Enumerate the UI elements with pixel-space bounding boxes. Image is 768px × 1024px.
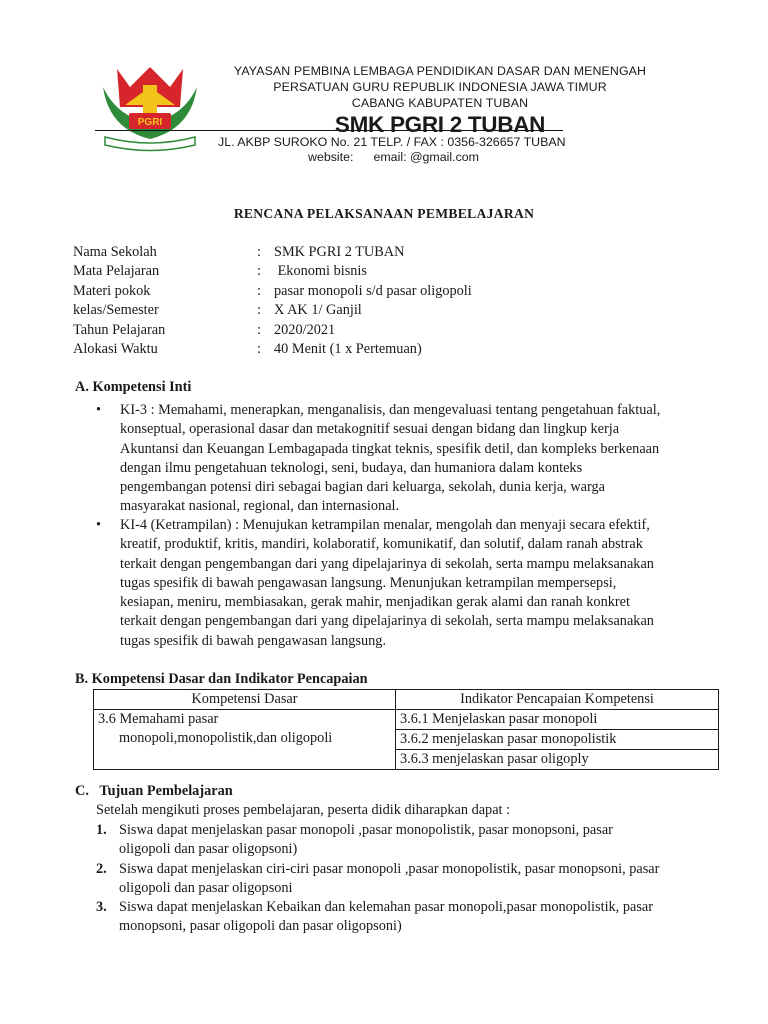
list-number: 1. (96, 822, 107, 838)
identity-value: SMK PGRI 2 TUBAN (274, 244, 405, 260)
ki3-text: KI-3 : Memahami, menerapkan, menganalisis, dan mengevaluasi tentang pengetahuan faktual, konseptual, operasional dasar dan metakognitif sesuai dengan bidang dan lingkup kerja Akuntansi dan Keuangan Lembagapada tingkat teknis, spesifik detil, dan kompleks berkenaan dengan ilmu pengetahuan teknologi, seni, budaya, dan humaniora dalam konteks pengembangan potensi diri sebagai bagian dari keluarga, sekolah, dunia kerja, warga masyarakat nasional, regional, dan internasional. (120, 402, 661, 515)
kd-line-1: 3.6 Memahami pasar (98, 711, 219, 727)
logo-text: PGRI (137, 117, 163, 128)
section-b-heading: B. Kompetensi Dasar dan Indikator Pencapaian (75, 671, 368, 687)
school-name: SMK PGRI 2 TUBAN (334, 112, 546, 137)
identity-label: Alokasi Waktu (73, 340, 158, 357)
section-c-heading: C. Tujuan Pembelajaran (75, 783, 233, 799)
indicator-item: 3.6.3 menjelaskan pasar oligoply (400, 751, 589, 767)
table-header-row (94, 690, 719, 710)
indicator-item: 3.6.1 Menjelaskan pasar monopoli (396, 710, 718, 730)
section-c-intro: Setelah mengikuti proses pembelajaran, peserta didik diharapkan dapat : (96, 802, 511, 818)
identity-value: Ekonomi bisnis (274, 263, 367, 280)
website-label: website: (308, 150, 354, 164)
indicator-item: 3.6.2 menjelaskan pasar monopolistik (396, 730, 718, 750)
identity-value: 40 Menit (1 x Pertemuan) (274, 340, 422, 357)
indicator-cell (396, 710, 719, 770)
indicator-column-header: Indikator Pencapaian Kompetensi (396, 690, 719, 710)
school-address: JL. AKBP SUROKO No. 21 TELP. / FAX : 0356-326657 TUBAN (218, 135, 566, 149)
identity-colon: : (257, 263, 261, 280)
identity-value: 2020/2021 (274, 321, 336, 338)
identity-colon: : (257, 244, 261, 260)
letterhead-line-3: CABANG KABUPATEN TUBAN (351, 96, 529, 110)
section-a-heading: A. Kompetensi Inti (75, 379, 192, 395)
table-row (94, 710, 719, 770)
identity-label: Nama Sekolah (73, 244, 157, 260)
identity-label: Tahun Pelajaran (73, 321, 166, 338)
kd-table (93, 689, 719, 770)
bullet-icon: • (96, 517, 102, 533)
identity-label: Materi pokok (73, 282, 151, 299)
list-number: 2. (96, 861, 107, 877)
identity-value: X AK 1/ Ganjil (274, 302, 362, 319)
bullet-icon: • (96, 402, 102, 418)
identity-colon: : (257, 321, 261, 338)
ki4-text: KI-4 (Ketrampilan) : Menujukan ketrampilan menalar, mengolah dan menyaji secara efektif, kreatif, produktif, kritis, mandiri, kolaboratif, komunikatif, dan solutif, dalam ranah abstrak terkait dengan pengembangan dari yang dipelajarinya di sekolah, serta mampu melaksanakan tugas spesifik di bawah pengawasan langsung. Menunjukan ketrampilan mempersepsi, kesiapan, meniru, membiasakan, gerak mahir, menjadikan gerak alami dan ranah konkret terkait dengan pengembangan dari yang dipelajarinya di sekolah, serta mampu melaksanakan tugas spesifik di bawah pengawasan langsung. (120, 517, 654, 649)
identity-label: Mata Pelajaran (73, 263, 160, 280)
identity-colon: : (257, 340, 261, 357)
document-title: RENCANA PELAKSANAAN PEMBELAJARAN (233, 206, 535, 221)
objective-text: Siswa dapat menjelaskan pasar monopoli ,pasar monopolistik, pasar monopsoni, pasar oligopoli dan pasar oligopsoni) (119, 822, 613, 858)
objective-text: Siswa dapat menjelaskan ciri-ciri pasar monopoli ,pasar monopolistik, pasar monopsoni, pasar oligopoli dan pasar oligopsoni (119, 861, 660, 897)
letterhead (160, 63, 720, 138)
letterhead-line-1: YAYASAN PEMBINA LEMBAGA PENDIDIKAN DASAR DAN MENENGAH (233, 64, 647, 78)
school-contact (308, 150, 479, 165)
email-label: email: @gmail.com (373, 150, 480, 164)
kd-line-2: monopoli,monopolistik,dan oligopoli (119, 730, 333, 746)
kd-column-header: Kompetensi Dasar (94, 690, 396, 710)
identity-value: pasar monopoli s/d pasar oligopoli (274, 282, 472, 299)
kd-cell (94, 710, 396, 770)
letterhead-line-2: PERSATUAN GURU REPUBLIK INDONESIA JAWA TIMUR (273, 80, 607, 94)
identity-label: kelas/Semester (73, 302, 159, 319)
list-number: 3. (96, 899, 107, 915)
identity-colon: : (257, 282, 261, 299)
identity-colon: : (257, 302, 261, 319)
objective-text: Siswa dapat menjelaskan Kebaikan dan kelemahan pasar monopoli,pasar monopolistik, pasar monopsoni, pasar oligopoli dan pasar oligopsoni) (119, 899, 653, 935)
